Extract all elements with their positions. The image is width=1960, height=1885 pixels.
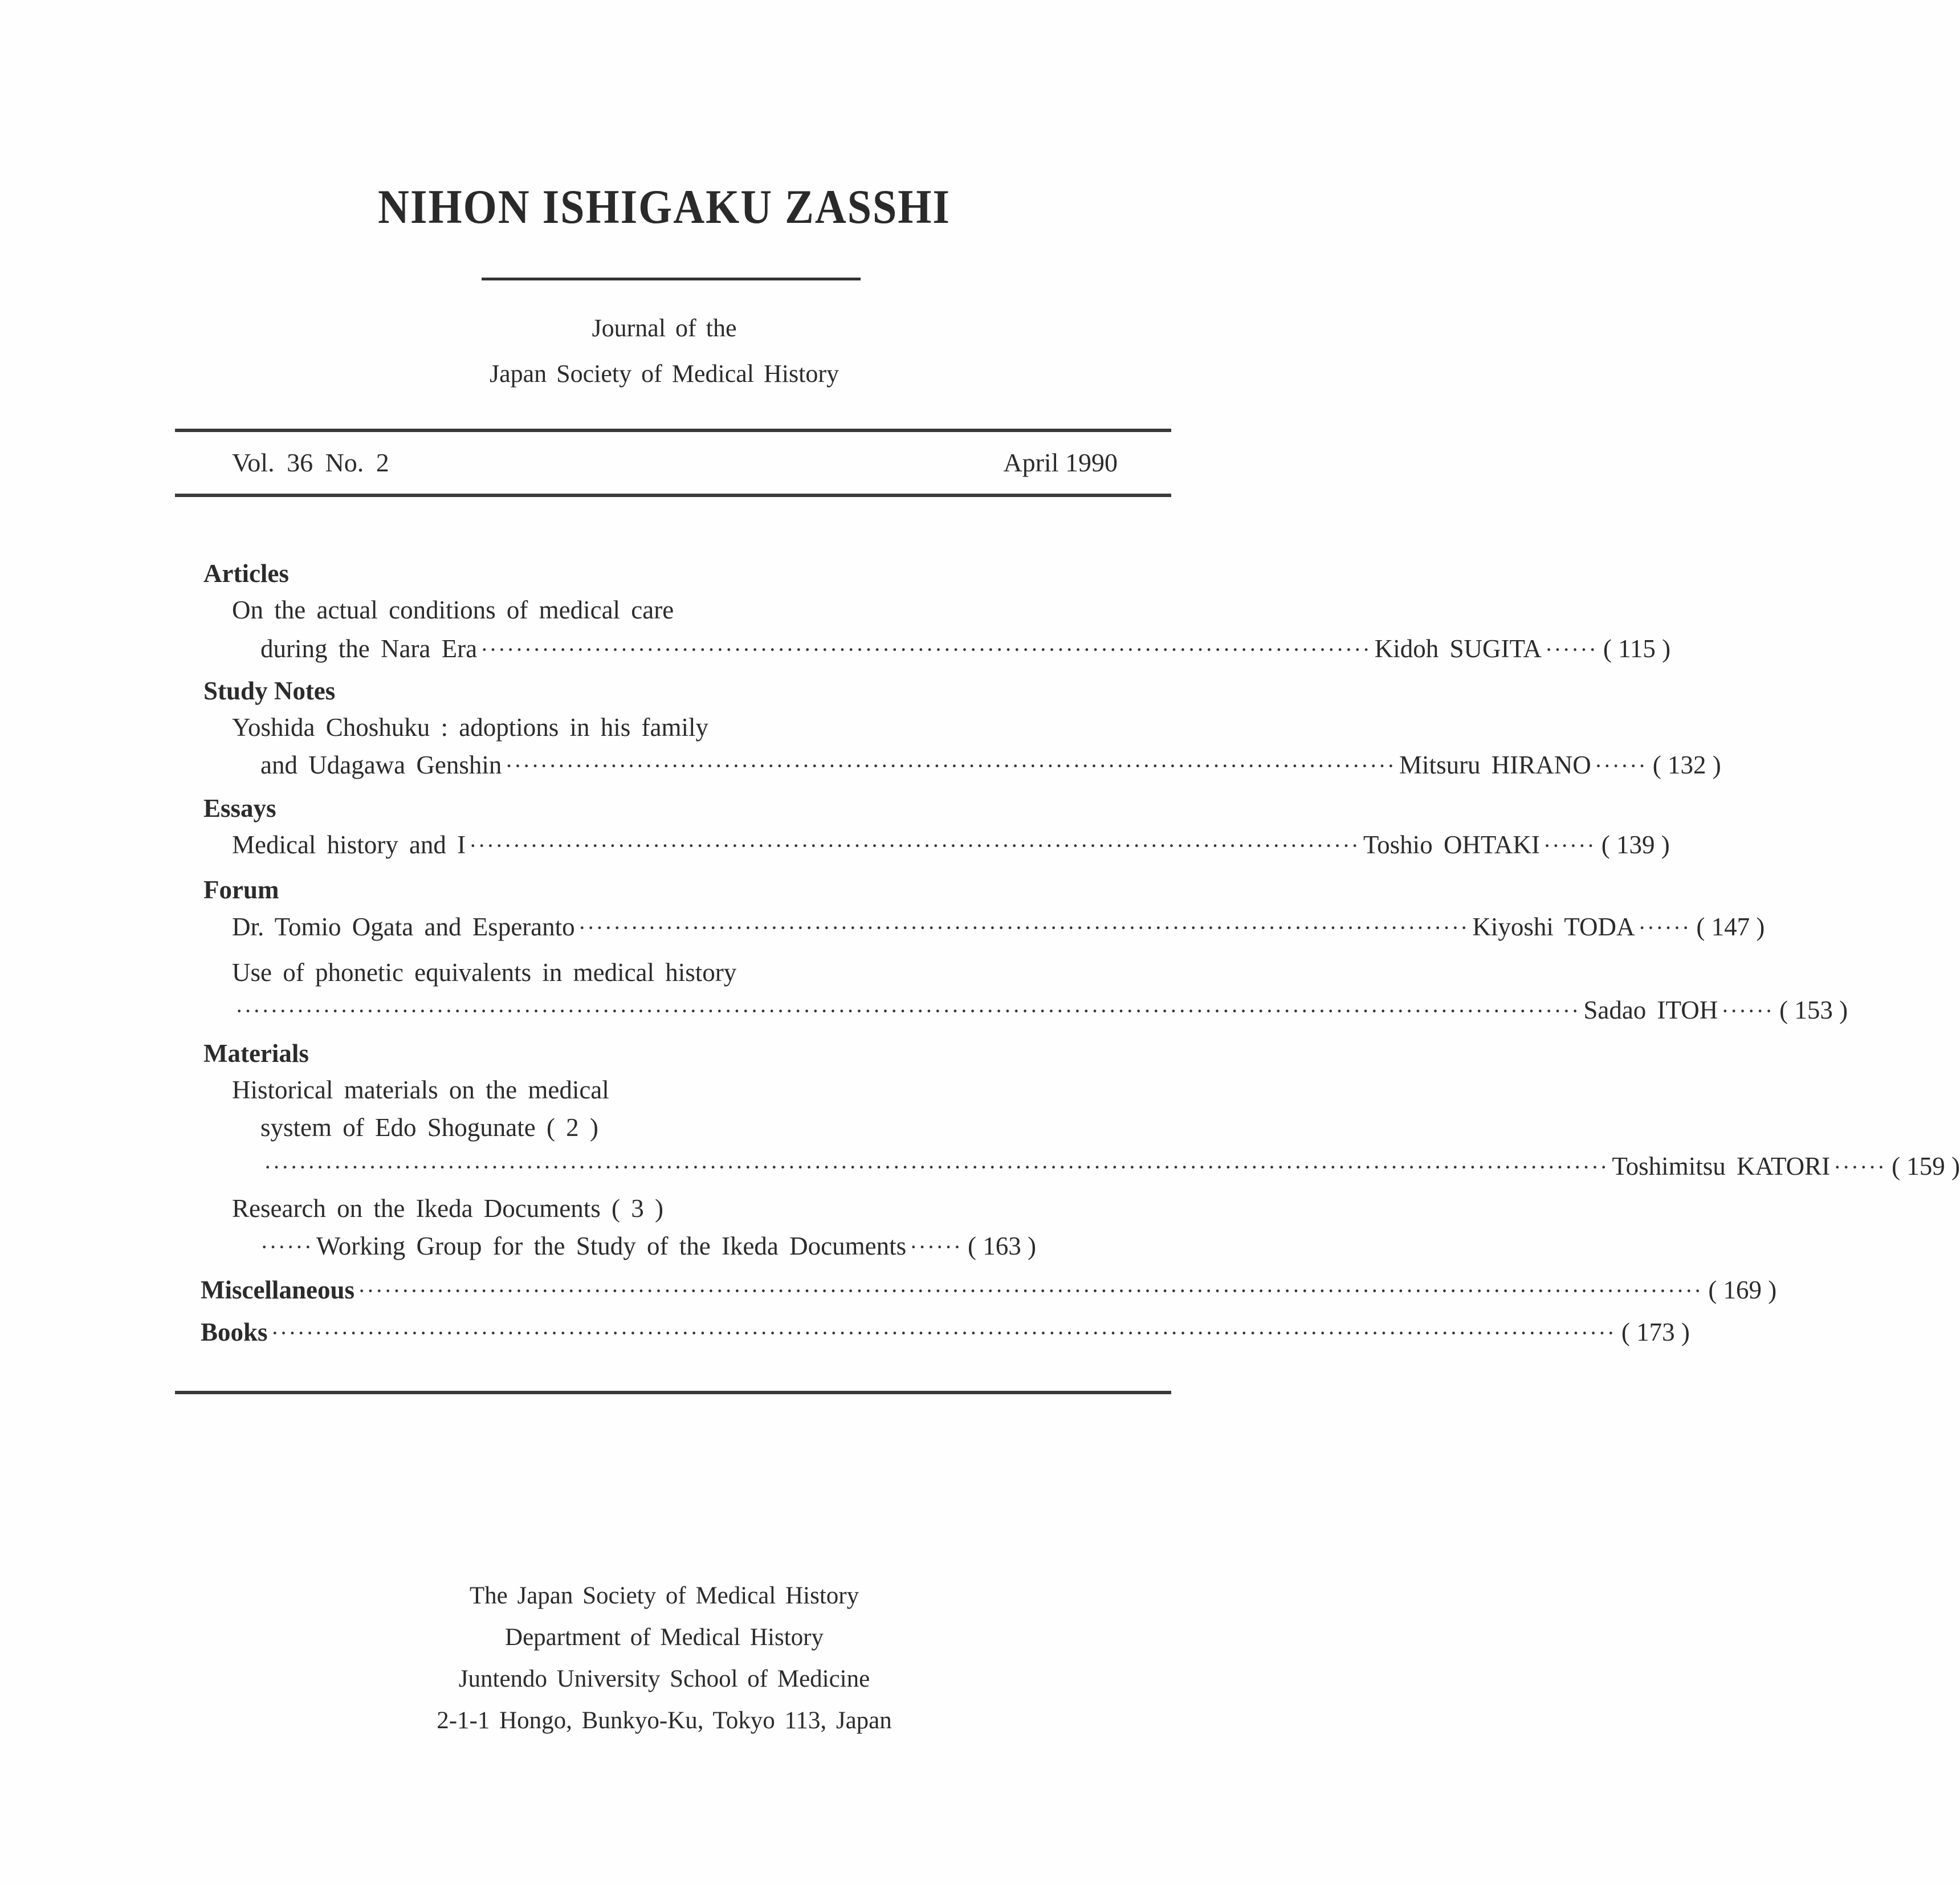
journal-title: NIHON ISHIGAKU ZASSHI [378,180,951,234]
note-1-title-line-2: and Udagawa Genshin [260,751,502,779]
section-heading-forum: Forum [203,876,279,904]
toc-entry-miscellaneous[interactable] [201,1275,1777,1305]
material-2-page: ( 163 ) [968,1232,1036,1260]
article-1-title-line-1: On the actual conditions of medical care [232,596,674,624]
leader-dots: ······································································································ [480,637,1371,662]
leader-dots: ······ [1543,833,1596,858]
material-1-title-line-2: system of Edo Shogunate ( 2 ) [260,1113,598,1142]
essay-1-author: Toshio OHTAKI [1363,830,1540,859]
forum-1-page: ( 147 ) [1696,913,1765,941]
leader-dots: ······ [1833,1154,1886,1180]
toc-entry-material-1[interactable] [260,1151,1960,1181]
material-2-title: Research on the Ikeda Documents ( 3 ) [232,1194,663,1223]
leader-dots: ······ [910,1234,963,1260]
subtitle-line-1: Journal of the [592,314,737,342]
toc-entry-essay-1[interactable] [232,830,1670,860]
section-heading-articles: Articles [203,559,289,588]
header-bottom-rule [175,494,1171,497]
leader-dots: ······ [1545,637,1598,662]
note-1-page: ( 132 ) [1652,751,1721,779]
section-heading-books: Books [201,1318,268,1346]
publisher-line-1: The Japan Society of Medical History [469,1582,859,1609]
publisher-line-2: Department of Medical History [505,1624,824,1651]
contents-bottom-rule [175,1391,1171,1394]
leader-dots: ······································································································ [578,915,1469,941]
toc-entry-books[interactable] [201,1317,1690,1347]
subtitle-line-2: Japan Society of Medical History [490,360,839,388]
essay-1-title: Medical history and I [232,830,466,859]
issue-date: April 1990 [1003,448,1118,477]
material-1-author: Toshimitsu KATORI [1612,1152,1831,1180]
leader-dots: ······ [260,1234,313,1260]
section-heading-miscellaneous: Miscellaneous [201,1276,354,1304]
publisher-line-4: 2-1-1 Hongo, Bunkyo-Ku, Tokyo 113, Japan [437,1707,892,1734]
forum-1-author: Kiyoshi TODA [1472,913,1635,941]
toc-entry-forum-2[interactable] [232,995,1848,1025]
note-1-title-line-1: Yoshida Choshuku : adoptions in his family [232,713,708,742]
section-heading-essays: Essays [203,794,276,823]
article-1-page: ( 115 ) [1603,634,1671,663]
toc-entry-note-1[interactable] [260,750,1721,780]
leader-dots: ·························································································································································· [357,1278,1703,1304]
leader-dots: ······································································································ [505,753,1396,779]
forum-2-page: ( 153 ) [1779,996,1848,1024]
forum-2-title: Use of phonetic equivalents in medical history [232,958,737,987]
article-1-title-line-2: during the Nara Era [260,634,478,663]
toc-entry-forum-1[interactable] [232,912,1765,942]
essay-1-page: ( 139 ) [1601,830,1670,859]
books-page: ( 173 ) [1621,1318,1690,1346]
leader-dots: ······ [1721,998,1774,1024]
title-underline [482,278,861,280]
leader-dots: ······ [1594,753,1647,779]
material-1-title-line-1: Historical materials on the medical [232,1076,609,1104]
leader-dots: ·························································································································································· [271,1320,1616,1346]
top-rule [175,429,1171,432]
leader-dots: ·························································································································································· [264,1154,1609,1180]
leader-dots: ······································································································ [469,833,1360,858]
note-1-author: Mitsuru HIRANO [1399,751,1591,779]
forum-2-author: Sadao ITOH [1583,996,1718,1024]
leader-dots: ······ [1638,915,1691,941]
publisher-line-3: Juntendo University School of Medicine [458,1666,870,1692]
section-heading-study-notes: Study Notes [203,677,336,705]
leader-dots: ·························································································································································· [235,998,1580,1024]
toc-entry-article-1[interactable] [260,634,1671,663]
miscellaneous-page: ( 169 ) [1708,1276,1777,1304]
forum-1-title: Dr. Tomio Ogata and Esperanto [232,913,575,941]
toc-entry-material-2[interactable] [260,1231,1145,1261]
material-1-page: ( 159 ) [1892,1152,1960,1180]
article-1-author: Kidoh SUGITA [1374,634,1542,663]
section-heading-materials: Materials [203,1039,309,1068]
volume-number: Vol. 36 No. 2 [232,448,389,477]
material-2-author: Working Group for the Study of the Ikeda Documents [316,1232,907,1260]
